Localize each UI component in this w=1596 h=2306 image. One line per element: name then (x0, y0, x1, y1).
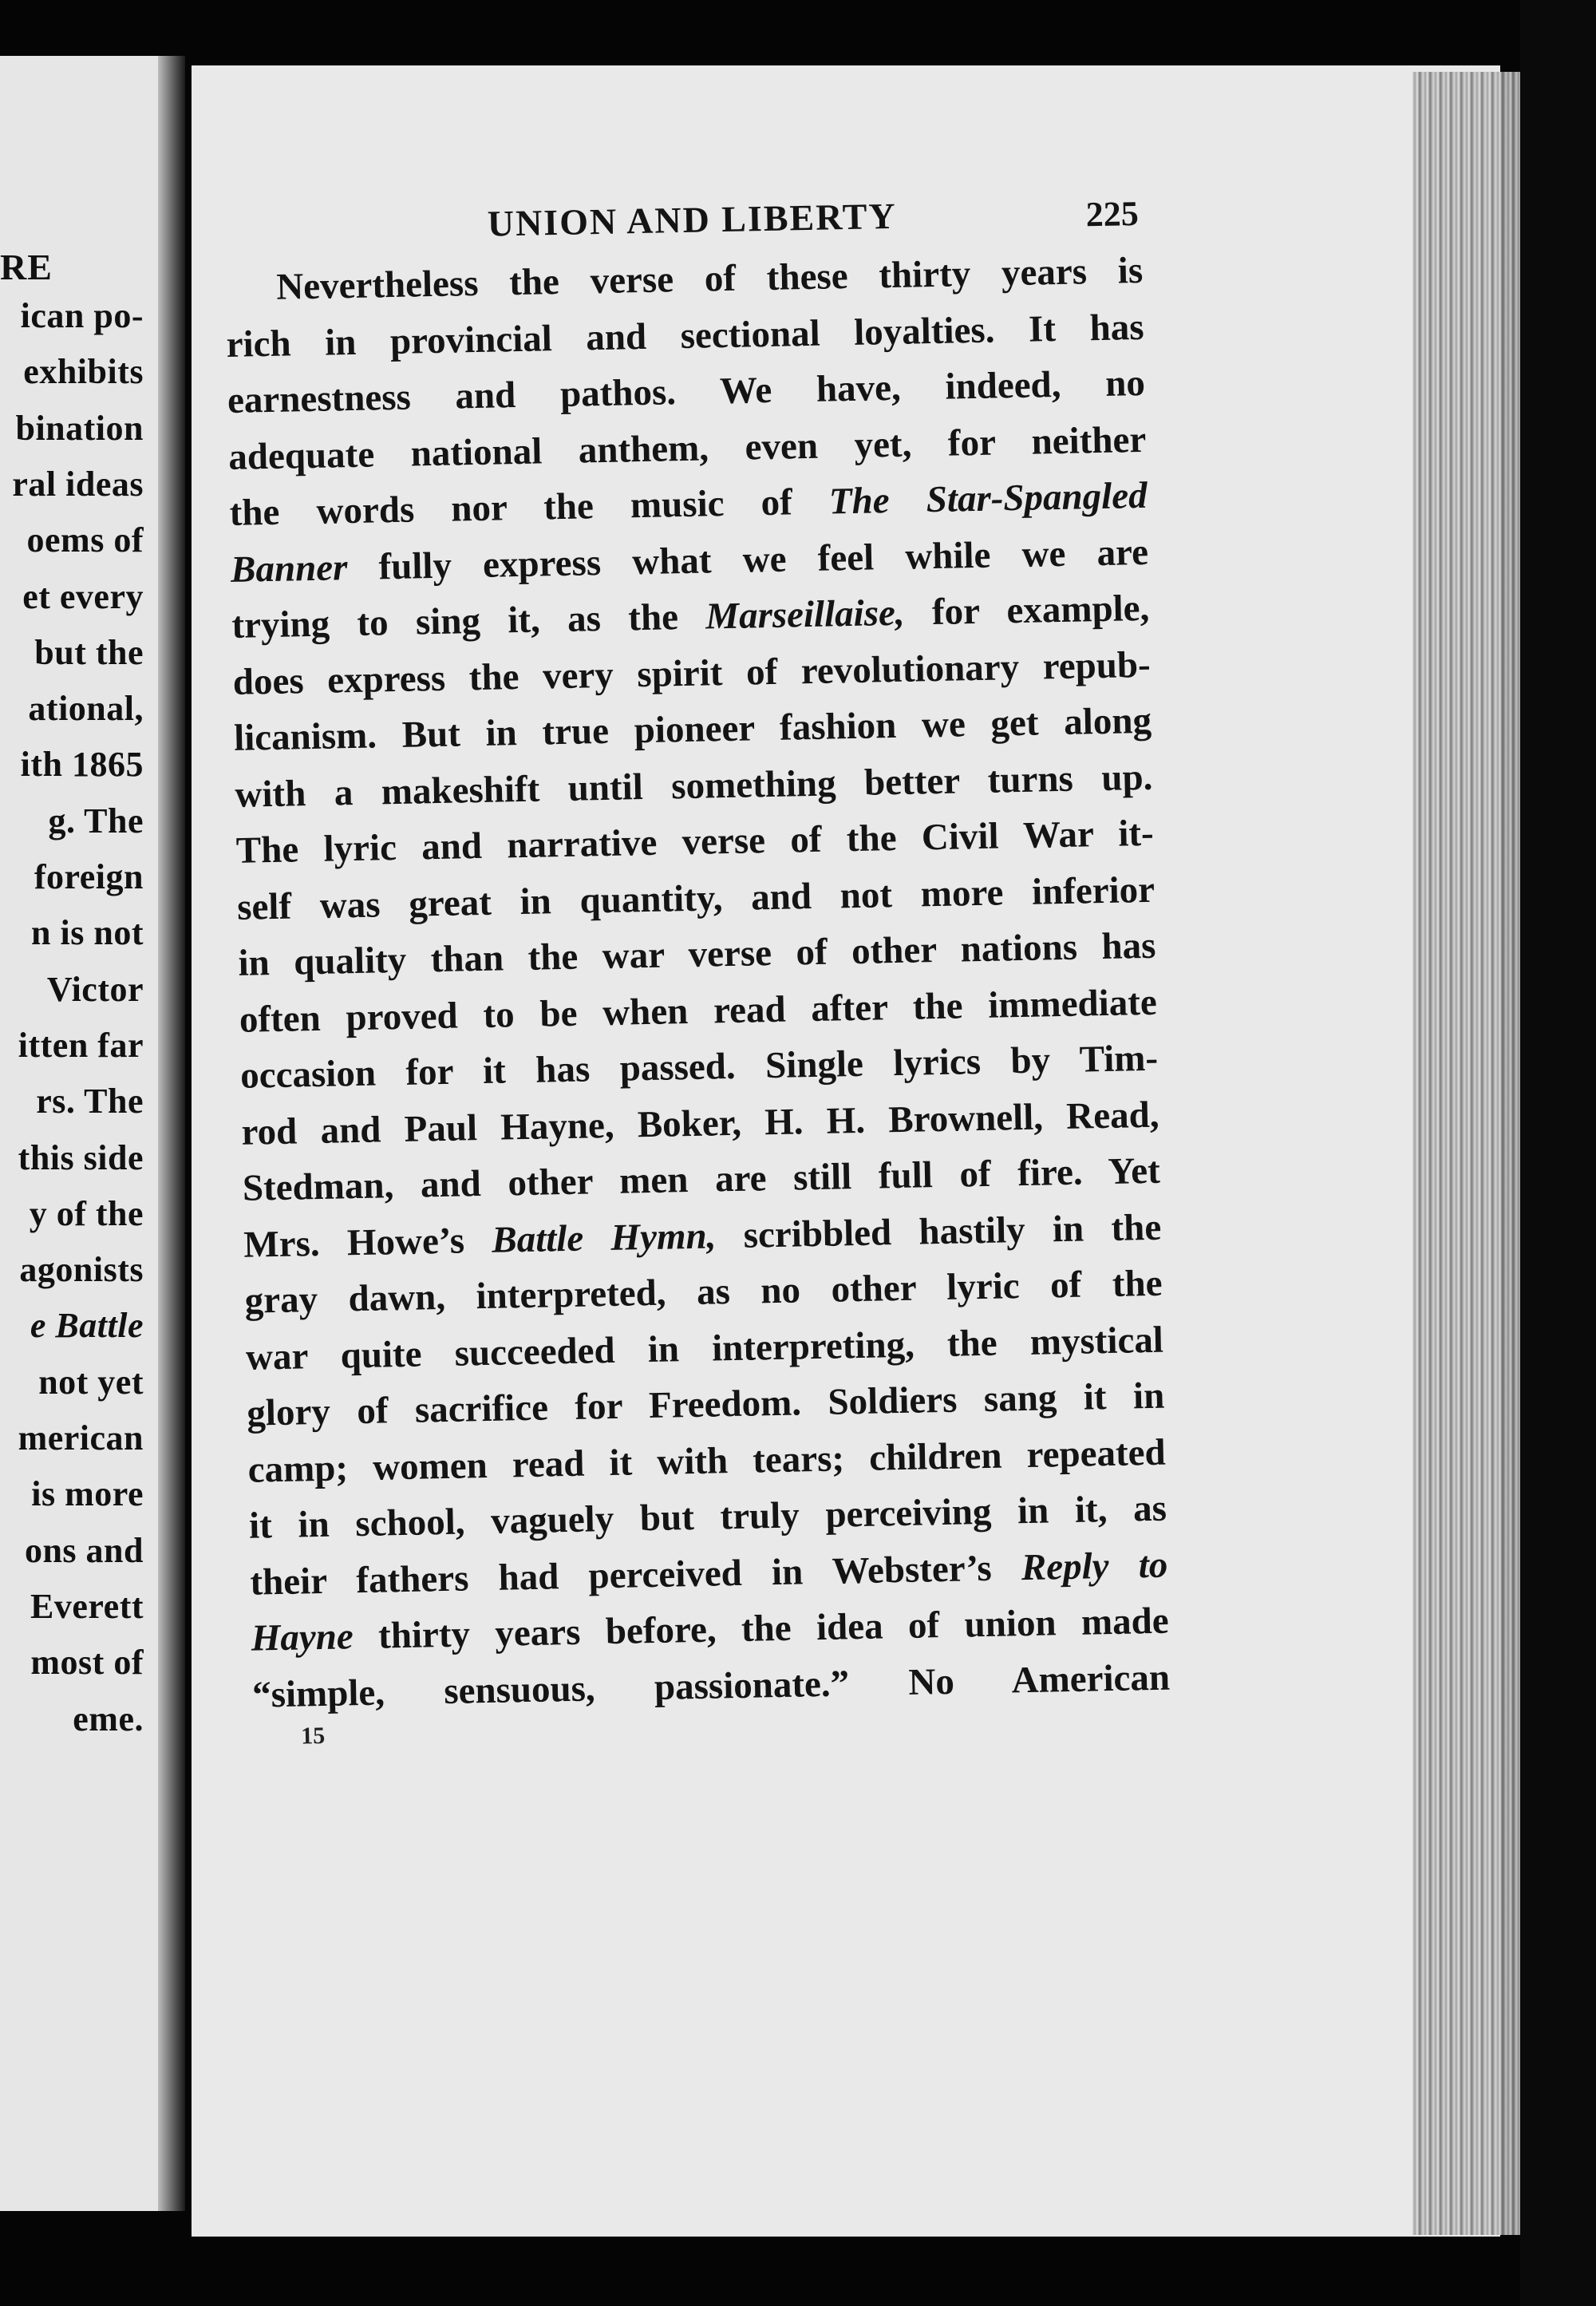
text-segment: gray dawn, interpreted, as no other lyric of the (244, 1262, 1163, 1322)
facing-page-line: not yet (38, 1362, 144, 1402)
facing-page-line: ons and (24, 1530, 144, 1570)
facing-page-line: g. The (48, 801, 144, 841)
text-segment: scribbled hastily in the (715, 1206, 1162, 1256)
facing-page-line: but the (34, 632, 144, 672)
facing-page-line: exhibits (23, 352, 144, 392)
signature-mark: 15 (300, 1722, 326, 1750)
body-text (225, 243, 1171, 1723)
text-segment: war quite succeeded in interpreting, the mystical (245, 1319, 1164, 1378)
text-segment: fully express what we feel while we are (346, 531, 1149, 588)
text-segment: their fathers had perceived in Webster’s (249, 1546, 1022, 1604)
text-segment: the words nor the music of (229, 481, 830, 534)
facing-page-line: is more (31, 1474, 144, 1514)
text-segment: Nevertheless the verse of these thirty years is (275, 249, 1144, 308)
facing-page-running-head: RE (0, 247, 53, 287)
facing-page-line: e Battle (30, 1306, 144, 1346)
facing-page-line: agonists (19, 1250, 144, 1290)
text-segment: licanism. But in true pioneer fashion we get along (233, 699, 1152, 759)
text-segment: thirty years before, the idea of union made (353, 1600, 1170, 1658)
facing-page-line: bination (15, 408, 144, 448)
text-segment: rich in provincial and sectional loyalties. It has (226, 306, 1144, 366)
italic-title: Marseillaise, (705, 591, 906, 638)
book-gutter (158, 56, 185, 2211)
facing-page-line: n is not (31, 913, 144, 953)
text-segment: does express the very spirit of revolutionary repub- (232, 643, 1152, 703)
italic-title: The Star-Spangled (828, 474, 1148, 523)
facing-page-line: ican po- (20, 296, 144, 335)
facing-page-line: eme. (73, 1699, 144, 1738)
italic-title: Hayne (251, 1616, 354, 1659)
text-segment: it in school, vaguely but truly perceiving in it, as (248, 1487, 1167, 1547)
text-segment: Mrs. Howe’s (243, 1219, 492, 1266)
facing-page-fragment (0, 56, 184, 2211)
text-segment: “simple, sensuous, passionate.” No American (251, 1656, 1171, 1716)
italic-title: Reply to (1021, 1544, 1168, 1588)
facing-page-line: ational, (28, 689, 144, 729)
text-segment: Stedman, and other men are still full of fire. Yet (242, 1149, 1161, 1209)
facing-page-line: Everett (30, 1586, 144, 1626)
text-segment: with a makeshift until something better turns up. (235, 756, 1153, 816)
text-segment: in quality than the war verse of other nations has (238, 924, 1156, 984)
facing-page-line: y of the (29, 1193, 144, 1233)
facing-page-line: rs. The (36, 1082, 144, 1121)
text-segment: camp; women read it with tears; children repeated (247, 1431, 1167, 1491)
italic-title: Banner (230, 546, 348, 591)
italic-title: Battle Hymn, (491, 1214, 717, 1261)
text-segment: earnestness and pathos. We have, indeed, no (227, 362, 1146, 421)
facing-page-line: ith 1865 (20, 745, 144, 785)
text-segment: often proved to be when read after the immediate (239, 981, 1158, 1041)
facing-page-line: this side (18, 1137, 144, 1177)
page-number: 225 (1085, 193, 1140, 235)
facing-page-line: most of (30, 1643, 144, 1683)
facing-page-line: foreign (34, 857, 144, 896)
facing-page-line: Victor (46, 969, 144, 1009)
text-segment: glory of sacrifice for Freedom. Soldiers sang it in (246, 1375, 1165, 1434)
facing-page-line: ral ideas (12, 464, 144, 504)
text-segment: The lyric and narrative verse of the Civil War it- (235, 812, 1155, 872)
facing-page-line: merican (18, 1418, 144, 1458)
text-segment: trying to sing it, as the (231, 595, 706, 647)
running-head: UNION AND LIBERTY (487, 195, 898, 244)
text-segment: adequate national anthem, even yet, for neither (227, 418, 1147, 478)
page-edges (1412, 72, 1524, 2235)
text-segment: for example, (904, 587, 1150, 634)
text-segment: self was great in quantity, and not more inferior (236, 868, 1156, 928)
facing-page-line: itten far (18, 1025, 144, 1065)
text-segment: occasion for it has passed. Single lyrics by Tim- (239, 1037, 1159, 1097)
facing-page-line: oems of (26, 520, 144, 560)
facing-page-line: et every (22, 576, 144, 616)
text-segment: rod and Paul Hayne, Boker, H. H. Brownell, Read, (241, 1094, 1159, 1153)
scan-border (1520, 0, 1596, 2306)
